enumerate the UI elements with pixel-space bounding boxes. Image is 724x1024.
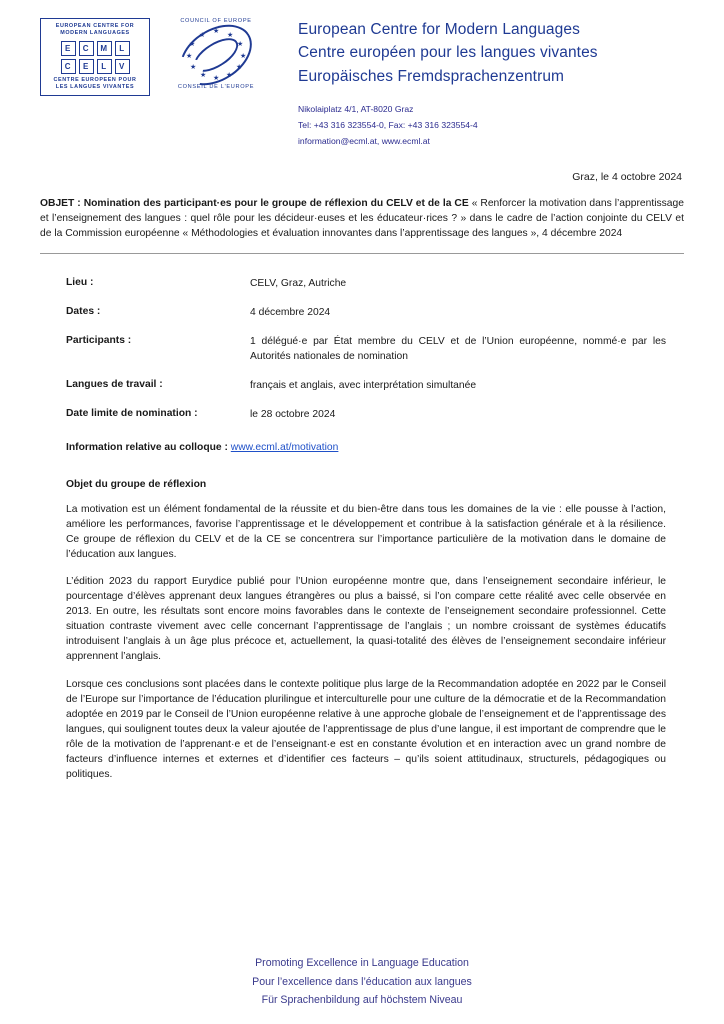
table-row [40,401,684,430]
email-web-line: information@ecml.at, www.ecml.at [298,135,430,146]
paragraph-3: Lorsque ces conclusions sont placées dans le contexte politique plus large de la Recommandation adoptée en 2022 par le Conseil de l’Europe sur l’importance de l’éducation plurilingue et interculturelle pour une culture de la démocratie et de la Recommandation adoptée en 2019 par le Conseil de l’Union européenne relative à une approche globale de l’enseignement et de l’apprentissage des langues, qui soulignent toutes deux la valeur ajoutée de l’apprentissage de plus d’une langue, il est important de comprendre que le rôle de la motivation de l’apprenant·e et de l’enseignant·e est en constante évolution et en interaction avec un grand nombre de facteurs d’influence internes et externes et d’identifier ces facteurs – qu’ils soient attitudinaux, structurels, pédagogiques ou politiques. [66,679,666,780]
subject-body: « Renforcer la motivation dans l’apprentissage et l’enseignement des langues : quel rôle pour les décideur·euses et les éducateur·rices ? » dans le cadre de l’action conjointe du CELV et de la Commission européenne « Méthodologies et évaluation innovantes dans l’apprentissage des langues », 4 décembre 2024 [40,198,684,239]
subject-title: Nomination des participant·es pour le groupe de réflexion du CELV et de la CE [83,198,469,210]
table-row [40,372,684,401]
footer-line-en: Promoting Excellence in Language Education [255,957,469,970]
ecml-letter-l: L [115,41,130,56]
ecml-letter-m: M [97,41,112,56]
title-german: Europäisches Fremdsprachenzentrum [298,67,565,85]
detail-key-participants: Participants : [66,335,132,347]
section-heading: Objet du groupe de réflexion [66,478,207,490]
celv-letter-c: C [61,59,76,74]
title-english: European Centre for Modern Languages [298,21,580,38]
letterhead [40,18,684,149]
ecml-letter-c: C [79,41,94,56]
ecml-logo-letters-bottom [44,59,146,74]
detail-value-deadline: le 28 octobre 2024 [250,408,336,420]
phone-line: Tel: +43 316 323554-0, Fax: +43 316 323554-4 [298,119,478,130]
ecml-logo [40,18,150,96]
ecml-logo-line2: MODERN LANGUAGES [60,30,130,37]
detail-value-participants: 1 délégué·e par État membre du CELV et de l’Union européenne, nommé·e par les Autorités nationales de nomination [250,336,666,363]
subject-block [40,197,684,241]
table-row [40,328,684,372]
council-of-europe-logo [164,18,268,92]
table-row [40,270,684,299]
contact-block [298,102,684,150]
event-info-row [40,442,684,453]
ecml-logo-letters-top [44,41,146,56]
paragraph-1: La motivation est un élément fondamental de la réussite et du bien-être dans tous les domaines de la vie : elle pousse à l’action, améliore les performances, favorise l’apprentissage et le développement et contribue à la satisfaction générale et à la résilience. Ce groupe de réflexion du CELV et de la CE se concentrera sur l’importance particulière de la motivation dans le domaine de l’éducation aux langues. [66,503,666,560]
divider [40,253,684,254]
detail-key-dates: Dates : [66,306,101,318]
detail-value-lieu: CELV, Graz, Autriche [250,278,347,290]
ecml-logo-line3: CENTRE EUROPEEN POUR [53,76,137,83]
footer-line-fr: Pour l’excellence dans l’éducation aux langues [252,975,472,988]
ecml-letter-e: E [61,41,76,56]
europe-stars-icon: ★ ★ ★ ★ ★ ★ ★ ★ ★ ★ ★ ★ [177,29,255,81]
detail-value-langues: français et anglais, avec interprétation simultanée [250,379,477,391]
subject-label: OBJET : [40,198,81,210]
footer-line-de: Für Sprachenbildung auf höchstem Niveau [261,994,463,1007]
celv-letter-v: V [115,59,130,74]
ecml-logo-line1: EUROPEAN CENTRE FOR [55,23,135,29]
detail-key-deadline: Date limite de nomination : [66,407,198,419]
place-and-date: Graz, le 4 octobre 2024 [572,171,682,184]
detail-value-dates: 4 décembre 2024 [250,307,331,319]
address-line: Nikolaiplatz 4/1, AT-8020 Graz [298,103,414,114]
event-info-link[interactable]: www.ecml.at/motivation [230,441,339,453]
details-table [40,270,684,430]
coe-logo-line1: COUNCIL OF EUROPE [180,18,252,24]
celv-letter-e: E [79,59,94,74]
table-row [40,299,684,328]
paragraph-2: L’édition 2023 du rapport Eurydice publié pour l’Union européenne montre que, dans l’enseignement secondaire inférieur, le pourcentage d’élèves apprenant deux langues étrangères ou plus a baissé, si l’on compare cette réalité avec celle observée en 2013. En outre, les résultats sont encore moins favorables dans le contexte de l’enseignement secondaire professionnel. Cette situation contraste vivement avec celle concernant l’apprentissage de l’anglais ; un nombre croissant de systèmes éducatifs introduisent l’anglais à un âge plus précoce et, actuellement, la quasi-totalité des élèves de l’enseignement secondaire inférieur apprennent l’anglais. [66,576,666,663]
page-footer [0,954,724,1010]
title-french: Centre européen pour les langues vivantes [298,44,598,62]
detail-key-langues: Langues de travail : [66,378,163,390]
detail-key-lieu: Lieu : [66,277,94,289]
celv-letter-l: L [97,59,112,74]
event-info-label: Information relative au colloque : [66,441,228,453]
organisation-titles [282,18,684,149]
ecml-logo-line4: LES LANGUES VIVANTES [55,83,135,90]
coe-logo-line2: CONSEIL DE L'EUROPE [177,83,255,90]
